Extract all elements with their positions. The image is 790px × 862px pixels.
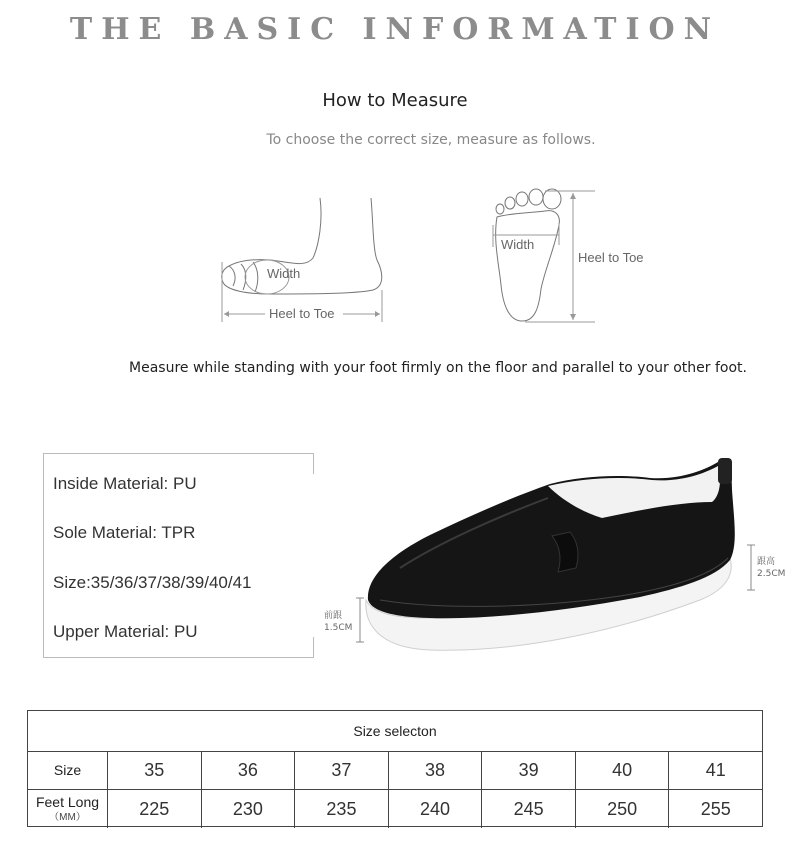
size-table [27,710,763,827]
heel-tab [718,458,732,484]
size-cell: 37 [295,751,389,789]
spec-value: TPR [161,523,196,542]
size-row [28,751,762,790]
feet-long-cell: 255 [700,799,731,819]
heel-height-value: 2.5CM [757,569,786,579]
sole-outline [496,211,560,321]
feet-long-cell: 250 [576,790,670,828]
sole-length-label: Heel to Toe [578,250,644,265]
spec-value: PU [173,622,198,641]
size-header-cell: Size [28,751,108,789]
size-cell: 36 [202,751,296,789]
shoe-product-image [320,450,790,675]
size-table-title: Size selecton [28,711,762,752]
spec-value: 35/36/37/38/39/40/41 [90,573,252,592]
how-to-measure-heading: How to Measure [322,90,468,111]
feet-long-row [28,790,762,828]
feet-long-cell: 245 [482,790,576,828]
side-width-label: Width [267,266,301,281]
toe-3 [516,192,528,206]
spec-label: Size: [53,573,91,592]
size-cell: 35 [108,751,202,789]
feet-long-cell: 225 [108,790,202,828]
front-height-label: 前跟 [324,611,343,621]
spec-sole-material [53,523,195,543]
spec-label: Sole Material: [53,523,157,542]
size-cell: 39 [482,751,576,789]
size-cell: 41 [705,760,726,780]
size-cell: 38 [389,751,483,789]
feet-long-cell: 240 [389,790,483,828]
sole-width-label: Width [501,237,535,252]
measure-note: Measure while standing with your foot firmly on the floor and parallel to your other foot. [129,360,747,376]
toe-4 [505,197,515,209]
spec-size [53,573,252,593]
size-cell: 40 [576,751,670,789]
spec-upper-material [53,622,198,642]
toe-5 [496,204,504,214]
feet-long-header-label: Feet Long [35,794,100,810]
feet-long-header-cell [28,790,108,828]
feet-long-header-unit: （MM） [49,812,86,823]
spec-value: PU [173,474,197,493]
toe-2 [529,189,543,205]
big-toe [543,189,561,209]
front-height-value: 1.5CM [324,623,353,633]
sole-foot-diagram [485,185,665,330]
material-spec-box [43,453,314,658]
spec-label: Inside Material: [53,474,169,493]
side-length-label: Heel to Toe [269,306,335,321]
feet-long-cell: 235 [295,790,389,828]
page-title: THE BASIC INFORMATION [69,12,721,47]
spec-label: Upper Material: [53,622,170,641]
side-toe-lines [229,262,258,292]
heel-height-label: 跟高 [757,557,776,567]
side-foot-diagram [215,190,395,330]
feet-long-cell: 230 [202,790,296,828]
spec-inside-material [53,474,197,494]
measure-instruction: To choose the correct size, measure as follows. [266,132,596,148]
